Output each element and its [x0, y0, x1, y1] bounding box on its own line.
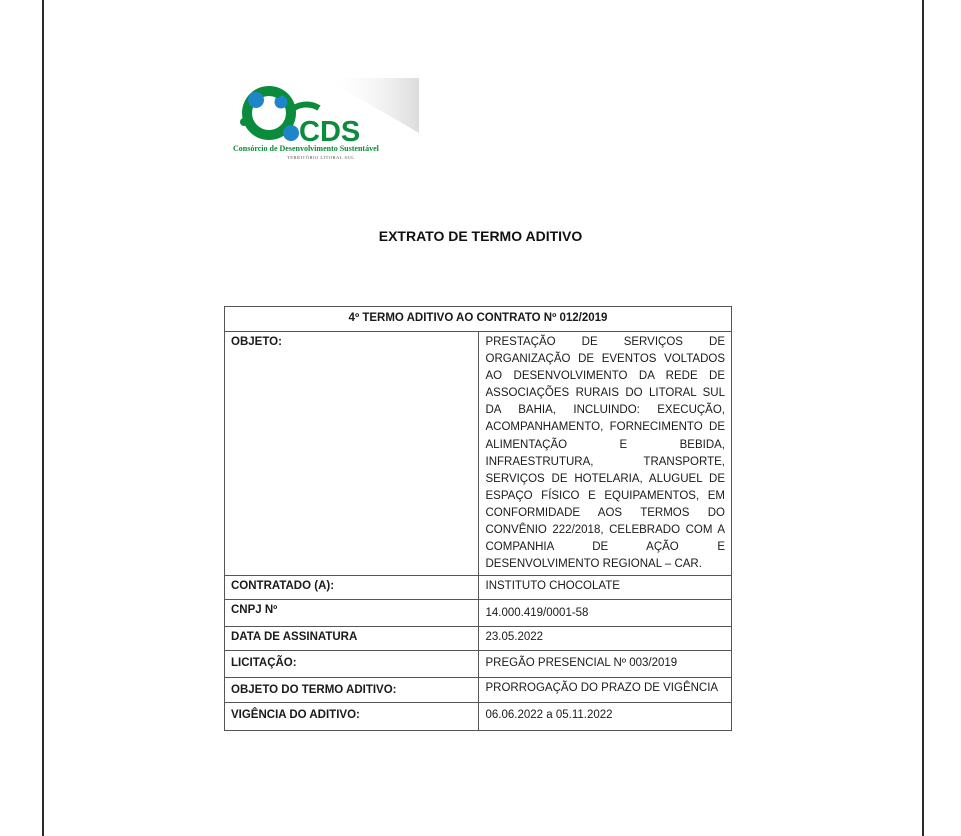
page-edge-left [42, 0, 44, 836]
table-row-vigencia [225, 703, 732, 731]
contract-amendment-table [224, 306, 732, 731]
row-label: OBJETO DO TERMO ADITIVO: [225, 678, 479, 703]
table-row-data-assinatura [225, 627, 732, 651]
table-row-licitacao [225, 651, 732, 678]
row-value: INSTITUTO CHOCOLATE [478, 576, 732, 600]
table-row-objeto [225, 332, 732, 576]
document-title: EXTRATO DE TERMO ADITIVO [378, 228, 583, 244]
row-value: 14.000.419/0001-58 [478, 600, 732, 627]
row-label: LICITAÇÃO: [225, 651, 479, 678]
row-value: 06.06.2022 a 05.11.2022 [478, 703, 732, 731]
row-label: CONTRATADO (A): [225, 576, 479, 600]
row-label: DATA DE ASSINATURA [225, 627, 479, 651]
row-label: OBJETO: [225, 332, 479, 576]
page-edge-right [922, 0, 924, 836]
table-row-cnpj [225, 600, 732, 627]
table-header-row [225, 307, 732, 332]
table-row-contratado [225, 576, 732, 600]
row-value: PRORROGAÇÃO DO PRAZO DE VIGÊNCIA [478, 678, 732, 703]
cds-logo [229, 78, 419, 168]
row-value: 23.05.2022 [478, 627, 732, 651]
logo-name: Consórcio de Desenvolvimento Sustentável [233, 144, 379, 153]
table-header: 4º TERMO ADITIVO AO CONTRATO Nº 012/2019 [225, 307, 732, 332]
row-label: CNPJ Nº [225, 600, 479, 627]
row-value: PREGÃO PRESENCIAL Nº 003/2019 [478, 651, 732, 678]
row-label: VIGÊNCIA DO ADITIVO: [225, 703, 479, 731]
row-value: PRESTAÇÃO DE SERVIÇOS DE ORGANIZAÇÃO DE EVENTOS VOLTADOS AO DESENVOLVIMENTO DA REDE DE ASSOCIAÇÕES RURAIS DO LITORAL SUL DA BAHIA, INCLUINDO: EXECUÇÃO, ACOMPANHAMENTO, FORNECIMENTO DE ALIMENTAÇÃO E BEBIDA, INFRAESTRUTURA, TRANSPORTE, SERVIÇOS DE HOTELARIA, ALUGUEL DE ESPAÇO FÍSICO E EQUIPAMENTOS, EM CONFORMIDADE AOS TERMOS DO CONVÊNIO 222/2018, CELEBRADO COM A COMPANHIA DE AÇÃO E DESENVOLVIMENTO REGIONAL – CAR. [478, 332, 732, 576]
logo-territory: TERRITÓRIO LITORAL SUL [287, 155, 355, 160]
logo-acronym: CDS [299, 116, 361, 148]
table-row-objeto-termo [225, 678, 732, 703]
